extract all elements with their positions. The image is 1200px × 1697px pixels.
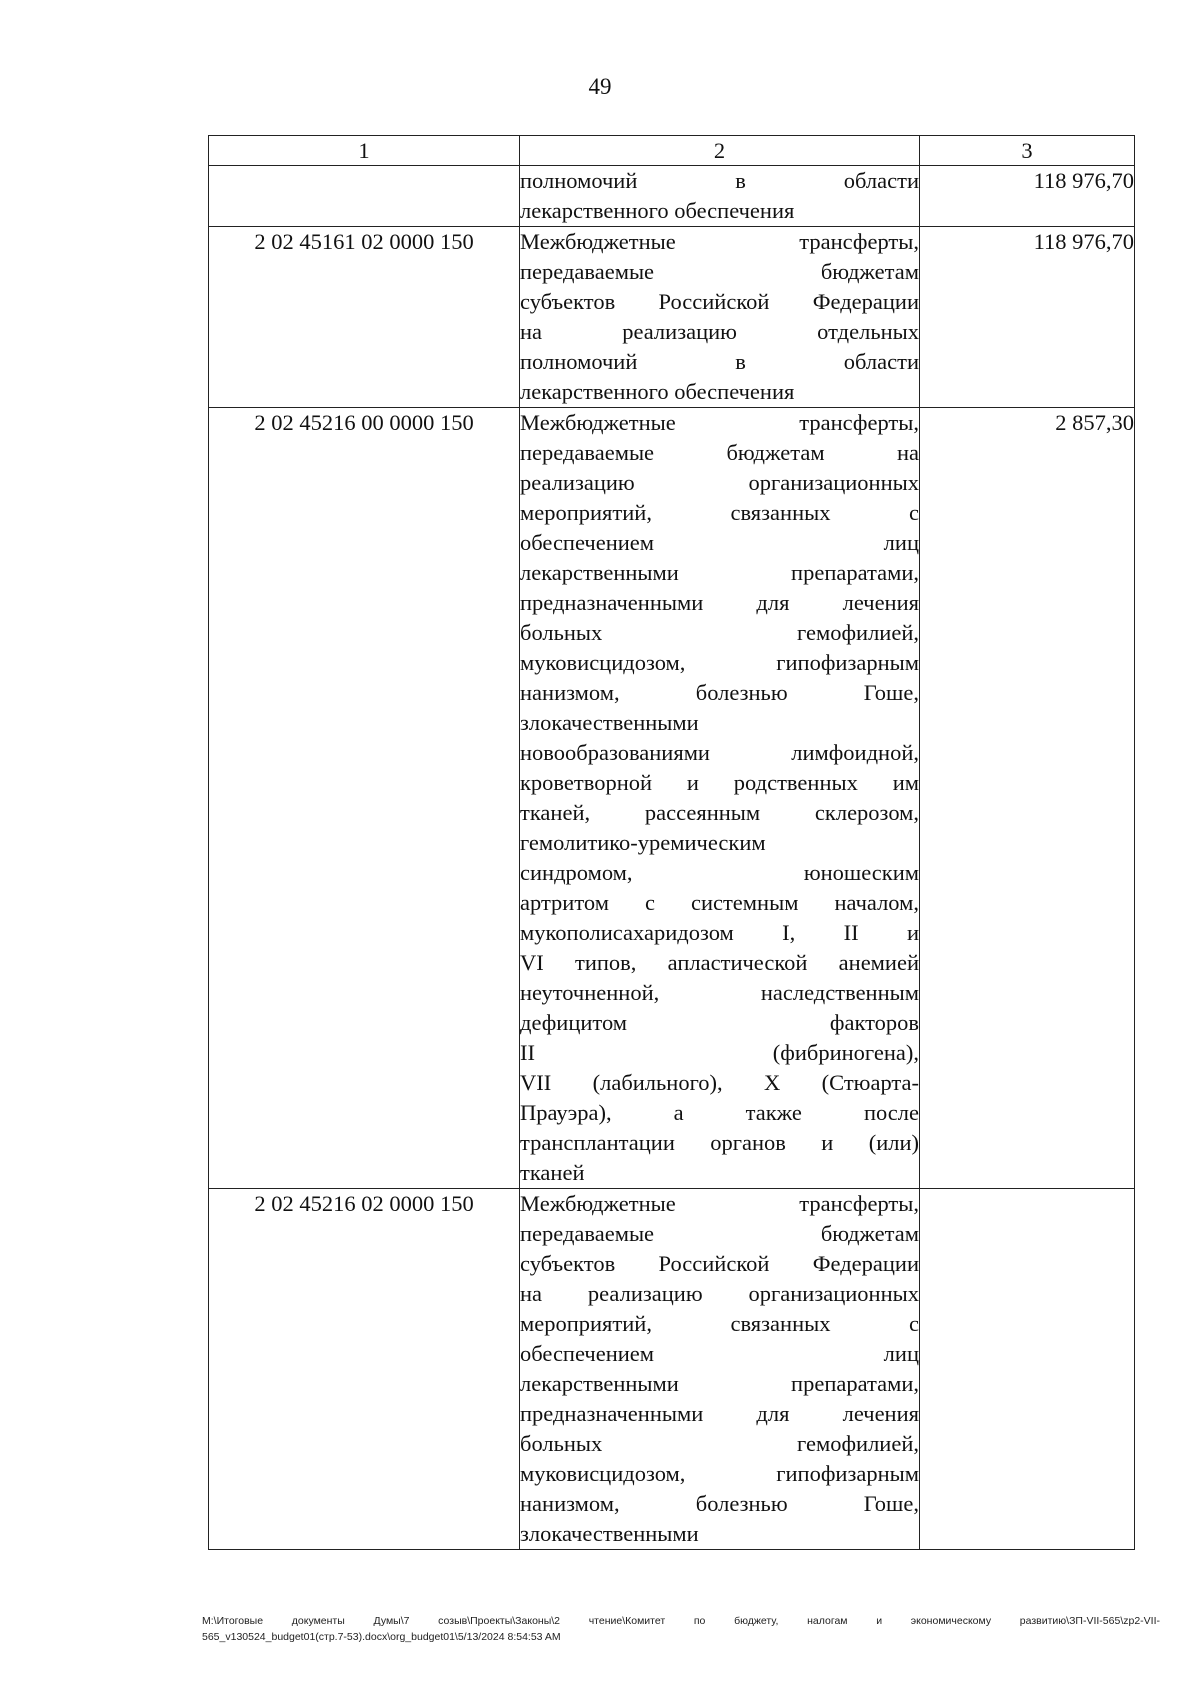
description-line: лекарственного обеспечения — [520, 198, 795, 223]
description-line: нанизмом, болезнью Гоше, — [520, 1491, 919, 1516]
description-line: мероприятий, связанных с — [520, 1311, 919, 1336]
description-line: субъектов Российской Федерации — [520, 1251, 919, 1276]
column-header-code: 1 — [209, 136, 520, 166]
description-line: обеспечением лиц — [520, 530, 919, 555]
description-line: лекарственного обеспечения — [520, 379, 795, 404]
description-line: передаваемые бюджетам на — [520, 440, 919, 465]
description-line: тканей — [520, 1160, 585, 1185]
budget-code-cell: 2 02 45216 02 0000 150 — [209, 1189, 520, 1550]
description-line: злокачественными — [520, 710, 699, 735]
table-body — [209, 166, 1135, 1550]
description-line: субъектов Российской Федерации — [520, 289, 919, 314]
description-line: гемолитико-уремическим — [520, 830, 766, 855]
description-line: больных гемофилией, — [520, 620, 919, 645]
table-row — [209, 1189, 1135, 1550]
description-line: предназначенными для лечения — [520, 590, 919, 615]
description-line: VI типов, апластической анемией — [520, 950, 919, 975]
description-line: злокачественными — [520, 1521, 699, 1546]
description-line: лекарственными препаратами, — [520, 1371, 919, 1396]
description-line: Межбюджетные трансферты, — [520, 229, 919, 254]
footer-line: 565_v130524_budget01(стр.7-53).docx\org_budget01\5/13/2024 8:54:53 AM — [202, 1631, 561, 1643]
description-line: тканей, рассеянным склерозом, — [520, 800, 919, 825]
amount-cell: 118 976,70 — [920, 227, 1135, 408]
description-line: синдромом, юношеским — [520, 860, 919, 885]
description-line: обеспечением лиц — [520, 1341, 919, 1366]
description-line: полномочий в области — [520, 168, 919, 193]
budget-code-cell: 2 02 45161 02 0000 150 — [209, 227, 520, 408]
description-line: передаваемые бюджетам — [520, 1221, 919, 1246]
file-path-footer — [202, 1613, 1160, 1645]
description-line: на реализацию отдельных — [520, 319, 919, 344]
column-header-description: 2 — [520, 136, 920, 166]
description-line: муковисцидозом, гипофизарным — [520, 650, 919, 675]
description-cell — [520, 166, 920, 227]
description-line: предназначенными для лечения — [520, 1401, 919, 1426]
description-cell — [520, 408, 920, 1189]
table-row — [209, 166, 1135, 227]
description-cell — [520, 227, 920, 408]
amount-cell: 118 976,70 — [920, 166, 1135, 227]
table-row — [209, 408, 1135, 1189]
budget-code-cell — [209, 166, 520, 227]
description-line: нанизмом, болезнью Гоше, — [520, 680, 919, 705]
table-row — [209, 227, 1135, 408]
description-line: Межбюджетные трансферты, — [520, 410, 919, 435]
description-line: VII (лабильного), X (Стюарта- — [520, 1070, 919, 1095]
description-line: мукополисахаридозом I, II и — [520, 920, 919, 945]
description-line: артритом с системным началом, — [520, 890, 919, 915]
description-line: Межбюджетные трансферты, — [520, 1191, 919, 1216]
description-line: Прауэра), а также после — [520, 1100, 919, 1125]
description-line: реализацию организационных — [520, 470, 919, 495]
description-line: дефицитом факторов — [520, 1010, 919, 1035]
description-line: трансплантации органов и (или) — [520, 1130, 919, 1155]
description-line: мероприятий, связанных с — [520, 500, 919, 525]
budget-code-cell: 2 02 45216 00 0000 150 — [209, 408, 520, 1189]
description-cell — [520, 1189, 920, 1550]
page-number: 49 — [588, 74, 612, 99]
budget-table — [208, 135, 1135, 1550]
table-header-row — [209, 136, 1135, 166]
description-line: кроветворной и родственных им — [520, 770, 919, 795]
description-line: II (фибриногена), — [520, 1040, 919, 1065]
column-header-amount: 3 — [920, 136, 1135, 166]
description-line: новообразованиями лимфоидной, — [520, 740, 919, 765]
description-line: лекарственными препаратами, — [520, 560, 919, 585]
amount-cell — [920, 1189, 1135, 1550]
description-line: больных гемофилией, — [520, 1431, 919, 1456]
description-line: на реализацию организационных — [520, 1281, 919, 1306]
footer-line: M:\Итоговые документы Думы\7 созыв\Проекты\Законы\2 чтение\Комитет по бюджету, налогам и экономическому развитию\ЗП-VII-565\zp2-VII- — [202, 1615, 1160, 1627]
description-line: муковисцидозом, гипофизарным — [520, 1461, 919, 1486]
description-line: полномочий в области — [520, 349, 919, 374]
description-line: передаваемые бюджетам — [520, 259, 919, 284]
amount-cell: 2 857,30 — [920, 408, 1135, 1189]
description-line: неуточненной, наследственным — [520, 980, 919, 1005]
